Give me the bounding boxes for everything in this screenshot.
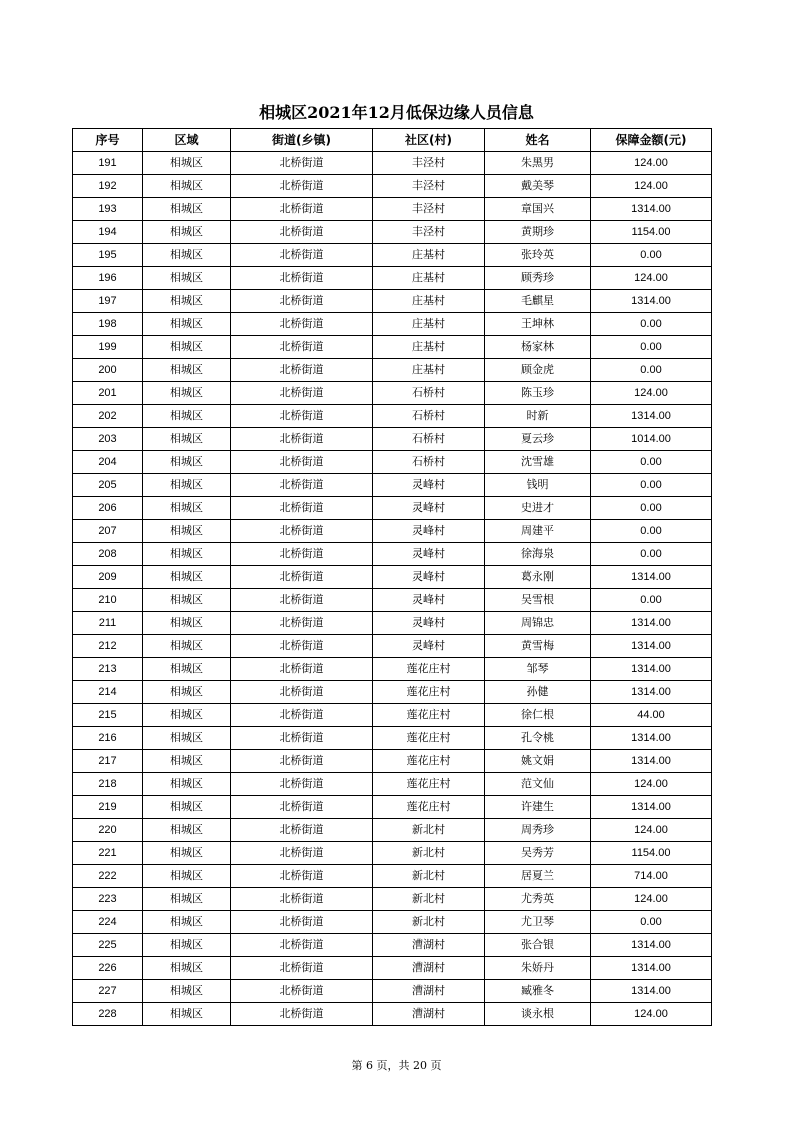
- cell-index: 201: [73, 382, 143, 405]
- cell-index: 228: [73, 1003, 143, 1026]
- cell-street: 北桥街道: [231, 1003, 373, 1026]
- cell-region: 相城区: [143, 658, 231, 681]
- table-row: [73, 773, 712, 796]
- cell-region: 相城区: [143, 382, 231, 405]
- cell-community: 灵峰村: [373, 543, 485, 566]
- cell-index: 221: [73, 842, 143, 865]
- cell-index: 199: [73, 336, 143, 359]
- cell-street: 北桥街道: [231, 957, 373, 980]
- cell-community: 莲花庄村: [373, 750, 485, 773]
- cell-index: 207: [73, 520, 143, 543]
- cell-community: 石桥村: [373, 382, 485, 405]
- column-header-region: 区域: [143, 129, 231, 152]
- cell-street: 北桥街道: [231, 865, 373, 888]
- cell-street: 北桥街道: [231, 658, 373, 681]
- cell-index: 205: [73, 474, 143, 497]
- cell-index: 217: [73, 750, 143, 773]
- cell-amount: 124.00: [591, 888, 712, 911]
- cell-amount: 124.00: [591, 152, 712, 175]
- cell-community: 漕湖村: [373, 980, 485, 1003]
- cell-community: 新北村: [373, 819, 485, 842]
- cell-region: 相城区: [143, 474, 231, 497]
- cell-name: 朱娇丹: [485, 957, 591, 980]
- cell-community: 庄基村: [373, 359, 485, 382]
- cell-index: 193: [73, 198, 143, 221]
- table-row: [73, 980, 712, 1003]
- cell-index: 210: [73, 589, 143, 612]
- table-row: [73, 750, 712, 773]
- cell-region: 相城区: [143, 796, 231, 819]
- roster-table: [72, 128, 712, 1026]
- cell-index: 227: [73, 980, 143, 1003]
- cell-index: 213: [73, 658, 143, 681]
- table-row: [73, 704, 712, 727]
- table-row: [73, 681, 712, 704]
- cell-index: 216: [73, 727, 143, 750]
- cell-name: 章国兴: [485, 198, 591, 221]
- cell-street: 北桥街道: [231, 198, 373, 221]
- cell-community: 丰泾村: [373, 221, 485, 244]
- cell-amount: 1314.00: [591, 290, 712, 313]
- table-row: [73, 957, 712, 980]
- cell-region: 相城区: [143, 888, 231, 911]
- cell-region: 相城区: [143, 359, 231, 382]
- cell-amount: 1314.00: [591, 980, 712, 1003]
- cell-amount: 0.00: [591, 520, 712, 543]
- cell-amount: 0.00: [591, 474, 712, 497]
- cell-amount: 124.00: [591, 175, 712, 198]
- cell-amount: 0.00: [591, 244, 712, 267]
- cell-community: 灵峰村: [373, 589, 485, 612]
- cell-name: 夏云珍: [485, 428, 591, 451]
- cell-region: 相城区: [143, 842, 231, 865]
- cell-region: 相城区: [143, 635, 231, 658]
- cell-street: 北桥街道: [231, 359, 373, 382]
- cell-amount: 1314.00: [591, 727, 712, 750]
- cell-amount: 1314.00: [591, 934, 712, 957]
- cell-region: 相城区: [143, 589, 231, 612]
- cell-region: 相城区: [143, 980, 231, 1003]
- table-row: [73, 520, 712, 543]
- cell-name: 王坤林: [485, 313, 591, 336]
- cell-index: 214: [73, 681, 143, 704]
- table-row: [73, 934, 712, 957]
- cell-region: 相城区: [143, 198, 231, 221]
- cell-name: 居夏兰: [485, 865, 591, 888]
- cell-name: 徐海泉: [485, 543, 591, 566]
- cell-name: 黄期珍: [485, 221, 591, 244]
- cell-region: 相城区: [143, 543, 231, 566]
- cell-street: 北桥街道: [231, 612, 373, 635]
- column-header-index: 序号: [73, 129, 143, 152]
- cell-community: 新北村: [373, 911, 485, 934]
- cell-region: 相城区: [143, 566, 231, 589]
- cell-street: 北桥街道: [231, 980, 373, 1003]
- cell-index: 194: [73, 221, 143, 244]
- column-header-amount: 保障金额(元): [591, 129, 712, 152]
- cell-amount: 1314.00: [591, 612, 712, 635]
- cell-region: 相城区: [143, 451, 231, 474]
- cell-region: 相城区: [143, 405, 231, 428]
- table-row: [73, 428, 712, 451]
- cell-index: 192: [73, 175, 143, 198]
- cell-name: 钱明: [485, 474, 591, 497]
- cell-community: 漕湖村: [373, 934, 485, 957]
- cell-community: 莲花庄村: [373, 727, 485, 750]
- cell-street: 北桥街道: [231, 589, 373, 612]
- cell-amount: 1014.00: [591, 428, 712, 451]
- cell-street: 北桥街道: [231, 681, 373, 704]
- cell-region: 相城区: [143, 175, 231, 198]
- cell-name: 孙健: [485, 681, 591, 704]
- table-row: [73, 888, 712, 911]
- cell-amount: 124.00: [591, 382, 712, 405]
- cell-name: 臧雅冬: [485, 980, 591, 1003]
- cell-region: 相城区: [143, 957, 231, 980]
- cell-name: 周秀珍: [485, 819, 591, 842]
- cell-name: 周建平: [485, 520, 591, 543]
- cell-region: 相城区: [143, 520, 231, 543]
- cell-amount: 1314.00: [591, 198, 712, 221]
- table-row: [73, 451, 712, 474]
- cell-street: 北桥街道: [231, 497, 373, 520]
- cell-amount: 1314.00: [591, 566, 712, 589]
- table-row: [73, 336, 712, 359]
- cell-amount: 0.00: [591, 911, 712, 934]
- cell-amount: 1154.00: [591, 221, 712, 244]
- cell-street: 北桥街道: [231, 934, 373, 957]
- cell-name: 徐仁根: [485, 704, 591, 727]
- table-row: [73, 612, 712, 635]
- cell-name: 毛麒星: [485, 290, 591, 313]
- cell-amount: 0.00: [591, 359, 712, 382]
- cell-region: 相城区: [143, 290, 231, 313]
- cell-amount: 1314.00: [591, 796, 712, 819]
- table-row: [73, 221, 712, 244]
- table-row: [73, 911, 712, 934]
- cell-street: 北桥街道: [231, 704, 373, 727]
- cell-amount: 0.00: [591, 336, 712, 359]
- cell-community: 莲花庄村: [373, 658, 485, 681]
- table-row: [73, 198, 712, 221]
- cell-index: 215: [73, 704, 143, 727]
- cell-street: 北桥街道: [231, 543, 373, 566]
- cell-region: 相城区: [143, 934, 231, 957]
- cell-region: 相城区: [143, 911, 231, 934]
- cell-community: 石桥村: [373, 428, 485, 451]
- cell-community: 灵峰村: [373, 474, 485, 497]
- table-row: [73, 819, 712, 842]
- cell-community: 庄基村: [373, 313, 485, 336]
- cell-name: 杨家林: [485, 336, 591, 359]
- cell-region: 相城区: [143, 1003, 231, 1026]
- cell-index: 224: [73, 911, 143, 934]
- table-header: [73, 129, 712, 152]
- cell-amount: 0.00: [591, 313, 712, 336]
- cell-name: 葛永刚: [485, 566, 591, 589]
- cell-name: 尤秀英: [485, 888, 591, 911]
- cell-name: 谈永根: [485, 1003, 591, 1026]
- cell-community: 灵峰村: [373, 497, 485, 520]
- table-row: [73, 313, 712, 336]
- cell-region: 相城区: [143, 497, 231, 520]
- cell-amount: 0.00: [591, 451, 712, 474]
- cell-region: 相城区: [143, 221, 231, 244]
- table-row: [73, 267, 712, 290]
- cell-name: 朱黑男: [485, 152, 591, 175]
- cell-street: 北桥街道: [231, 336, 373, 359]
- cell-street: 北桥街道: [231, 796, 373, 819]
- cell-name: 邹琴: [485, 658, 591, 681]
- cell-index: 197: [73, 290, 143, 313]
- cell-name: 尤卫琴: [485, 911, 591, 934]
- cell-community: 莲花庄村: [373, 773, 485, 796]
- cell-index: 208: [73, 543, 143, 566]
- cell-region: 相城区: [143, 267, 231, 290]
- cell-amount: 0.00: [591, 543, 712, 566]
- cell-name: 范文仙: [485, 773, 591, 796]
- cell-street: 北桥街道: [231, 405, 373, 428]
- cell-street: 北桥街道: [231, 428, 373, 451]
- cell-region: 相城区: [143, 612, 231, 635]
- cell-street: 北桥街道: [231, 819, 373, 842]
- cell-street: 北桥街道: [231, 221, 373, 244]
- cell-community: 石桥村: [373, 405, 485, 428]
- cell-region: 相城区: [143, 313, 231, 336]
- cell-street: 北桥街道: [231, 911, 373, 934]
- table-row: [73, 382, 712, 405]
- cell-amount: 1314.00: [591, 750, 712, 773]
- cell-region: 相城区: [143, 865, 231, 888]
- cell-index: 196: [73, 267, 143, 290]
- header-row: [73, 129, 712, 152]
- cell-region: 相城区: [143, 704, 231, 727]
- cell-name: 吴秀芳: [485, 842, 591, 865]
- cell-street: 北桥街道: [231, 175, 373, 198]
- cell-name: 顾秀珍: [485, 267, 591, 290]
- cell-amount: 714.00: [591, 865, 712, 888]
- cell-name: 张合银: [485, 934, 591, 957]
- table-row: [73, 175, 712, 198]
- cell-name: 吴雪根: [485, 589, 591, 612]
- cell-amount: 1154.00: [591, 842, 712, 865]
- cell-index: 219: [73, 796, 143, 819]
- cell-street: 北桥街道: [231, 727, 373, 750]
- cell-community: 新北村: [373, 842, 485, 865]
- cell-community: 莲花庄村: [373, 681, 485, 704]
- cell-street: 北桥街道: [231, 750, 373, 773]
- cell-street: 北桥街道: [231, 244, 373, 267]
- cell-index: 223: [73, 888, 143, 911]
- table-row: [73, 497, 712, 520]
- table-row: [73, 543, 712, 566]
- cell-name: 孔令桃: [485, 727, 591, 750]
- cell-index: 209: [73, 566, 143, 589]
- cell-street: 北桥街道: [231, 474, 373, 497]
- cell-index: 211: [73, 612, 143, 635]
- cell-street: 北桥街道: [231, 313, 373, 336]
- page-footer: 第 6 页，共 20 页: [351, 1059, 442, 1072]
- cell-community: 新北村: [373, 865, 485, 888]
- cell-street: 北桥街道: [231, 842, 373, 865]
- page-title: 相城区2021年12月低保边缘人员信息: [259, 103, 534, 122]
- cell-street: 北桥街道: [231, 267, 373, 290]
- cell-name: 张玲英: [485, 244, 591, 267]
- table-row: [73, 152, 712, 175]
- cell-amount: 0.00: [591, 589, 712, 612]
- cell-name: 顾金虎: [485, 359, 591, 382]
- table-row: [73, 290, 712, 313]
- cell-street: 北桥街道: [231, 290, 373, 313]
- cell-amount: 124.00: [591, 819, 712, 842]
- cell-community: 莲花庄村: [373, 796, 485, 819]
- cell-community: 莲花庄村: [373, 704, 485, 727]
- cell-index: 226: [73, 957, 143, 980]
- cell-amount: 1314.00: [591, 635, 712, 658]
- cell-street: 北桥街道: [231, 635, 373, 658]
- cell-name: 史进才: [485, 497, 591, 520]
- cell-amount: 44.00: [591, 704, 712, 727]
- cell-community: 灵峰村: [373, 566, 485, 589]
- table-row: [73, 589, 712, 612]
- cell-name: 黄雪梅: [485, 635, 591, 658]
- cell-name: 陈玉珍: [485, 382, 591, 405]
- cell-region: 相城区: [143, 152, 231, 175]
- cell-community: 新北村: [373, 888, 485, 911]
- cell-community: 丰泾村: [373, 198, 485, 221]
- cell-name: 姚文娟: [485, 750, 591, 773]
- cell-street: 北桥街道: [231, 152, 373, 175]
- cell-community: 石桥村: [373, 451, 485, 474]
- cell-amount: 124.00: [591, 773, 712, 796]
- cell-index: 204: [73, 451, 143, 474]
- cell-community: 漕湖村: [373, 1003, 485, 1026]
- cell-index: 212: [73, 635, 143, 658]
- cell-community: 灵峰村: [373, 612, 485, 635]
- column-header-street: 街道(乡镇): [231, 129, 373, 152]
- table-row: [73, 244, 712, 267]
- table-row: [73, 474, 712, 497]
- cell-region: 相城区: [143, 750, 231, 773]
- table-row: [73, 566, 712, 589]
- cell-index: 225: [73, 934, 143, 957]
- cell-community: 灵峰村: [373, 635, 485, 658]
- cell-street: 北桥街道: [231, 520, 373, 543]
- cell-region: 相城区: [143, 819, 231, 842]
- table-row: [73, 359, 712, 382]
- cell-community: 丰泾村: [373, 152, 485, 175]
- cell-community: 漕湖村: [373, 957, 485, 980]
- table-row: [73, 1003, 712, 1026]
- cell-region: 相城区: [143, 727, 231, 750]
- table-row: [73, 865, 712, 888]
- cell-index: 218: [73, 773, 143, 796]
- cell-amount: 1314.00: [591, 681, 712, 704]
- cell-region: 相城区: [143, 428, 231, 451]
- cell-community: 庄基村: [373, 336, 485, 359]
- column-header-community: 社区(村): [373, 129, 485, 152]
- cell-index: 202: [73, 405, 143, 428]
- cell-index: 200: [73, 359, 143, 382]
- cell-amount: 1314.00: [591, 957, 712, 980]
- cell-community: 灵峰村: [373, 520, 485, 543]
- cell-name: 时新: [485, 405, 591, 428]
- cell-index: 191: [73, 152, 143, 175]
- cell-amount: 0.00: [591, 497, 712, 520]
- cell-index: 206: [73, 497, 143, 520]
- table-row: [73, 405, 712, 428]
- cell-street: 北桥街道: [231, 888, 373, 911]
- cell-region: 相城区: [143, 336, 231, 359]
- table-row: [73, 658, 712, 681]
- table-row: [73, 842, 712, 865]
- cell-street: 北桥街道: [231, 451, 373, 474]
- table-body: [73, 152, 712, 1026]
- cell-index: 222: [73, 865, 143, 888]
- cell-name: 沈雪雄: [485, 451, 591, 474]
- cell-street: 北桥街道: [231, 773, 373, 796]
- cell-community: 丰泾村: [373, 175, 485, 198]
- cell-name: 戴美琴: [485, 175, 591, 198]
- cell-name: 周锦忠: [485, 612, 591, 635]
- cell-amount: 124.00: [591, 1003, 712, 1026]
- cell-amount: 1314.00: [591, 405, 712, 428]
- cell-index: 195: [73, 244, 143, 267]
- cell-region: 相城区: [143, 244, 231, 267]
- cell-community: 庄基村: [373, 290, 485, 313]
- cell-region: 相城区: [143, 773, 231, 796]
- cell-index: 220: [73, 819, 143, 842]
- cell-community: 庄基村: [373, 244, 485, 267]
- table-row: [73, 796, 712, 819]
- table-row: [73, 727, 712, 750]
- cell-street: 北桥街道: [231, 566, 373, 589]
- cell-street: 北桥街道: [231, 382, 373, 405]
- cell-region: 相城区: [143, 681, 231, 704]
- cell-amount: 1314.00: [591, 658, 712, 681]
- cell-index: 198: [73, 313, 143, 336]
- cell-amount: 124.00: [591, 267, 712, 290]
- table-row: [73, 635, 712, 658]
- cell-name: 许建生: [485, 796, 591, 819]
- cell-community: 庄基村: [373, 267, 485, 290]
- cell-index: 203: [73, 428, 143, 451]
- column-header-name: 姓名: [485, 129, 591, 152]
